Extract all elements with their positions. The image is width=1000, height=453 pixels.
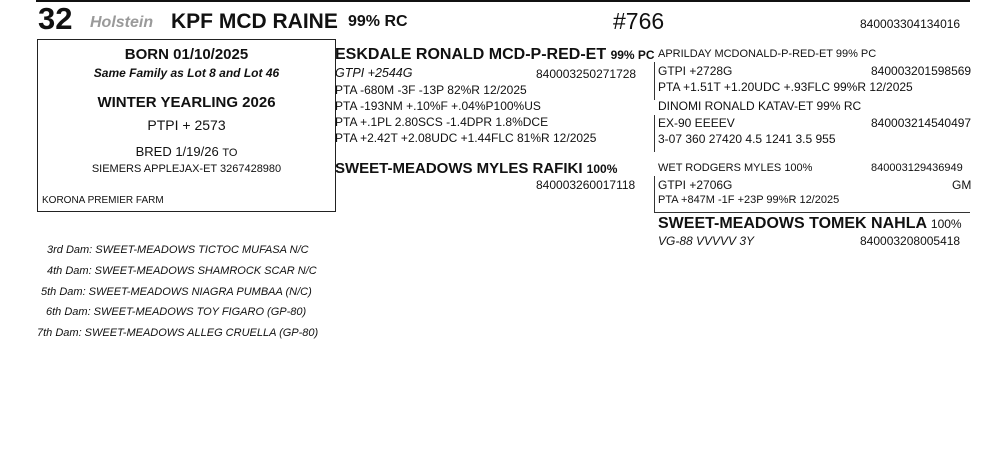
dam-pc: 100% xyxy=(586,162,618,176)
sire-dam-reg: 840003214540497 xyxy=(871,116,972,130)
tag-number: #766 xyxy=(613,8,665,34)
ptpi-value: PTPI + 2573 xyxy=(147,117,226,133)
dam-dam-name-text: SWEET-MEADOWS TOMEK NAHLA xyxy=(658,215,927,232)
sire-sire-name: APRILDAY MCDONALD-P-RED-ET 99% PC xyxy=(658,48,877,60)
info-box xyxy=(37,39,336,212)
sire-sire-gtpi: GTPI +2728G xyxy=(658,64,733,78)
sire-dam-name: DINOMI RONALD KATAV-ET 99% RC xyxy=(658,99,862,113)
ancestor-3rd-dam: 3rd Dam: SWEET-MEADOWS TICTOC MUFASA N/C xyxy=(47,244,309,256)
sire-pc: 99% PC xyxy=(610,48,655,62)
sire-pta-3: PTA +.1PL 2.80SCS -1.4DPR 1.8%DCE xyxy=(335,115,549,129)
dam-sire-reg: 840003129436949 xyxy=(871,162,963,174)
ancestor-6th-dam: 6th Dam: SWEET-MEADOWS TOY FIGARO (GP-80) xyxy=(46,306,307,318)
animal-name: KPF MCD RAINE xyxy=(171,10,338,33)
dam-dam-pc: 100% xyxy=(930,217,962,231)
ancestor-7th-dam: 7th Dam: SWEET-MEADOWS ALLEG CRUELLA (GP-80) xyxy=(37,327,319,339)
bred-line xyxy=(38,144,335,159)
rc-percent: 99% RC xyxy=(348,13,408,30)
sire-name-text: ESKDALE RONALD MCD-P-RED-ET xyxy=(335,46,607,63)
bred-to-label: TO xyxy=(222,147,238,159)
ancestor-5th-dam: 5th Dam: SWEET-MEADOWS NIAGRA PUMBAA (N/C) xyxy=(41,286,312,298)
dam-sire-gtpi: GTPI +2706G xyxy=(658,178,733,192)
sire-dam-bracket xyxy=(654,115,655,152)
dam-name xyxy=(335,160,617,177)
dam-dam-name xyxy=(658,215,962,233)
dam-sire-underline xyxy=(654,212,970,213)
sire-name xyxy=(335,46,655,64)
family-note: Same Family as Lot 8 and Lot 46 xyxy=(93,66,280,80)
ancestor-4th-dam: 4th Dam: SWEET-MEADOWS SHAMROCK SCAR N/C xyxy=(47,265,317,277)
sire-pta-2: PTA -193NM +.10%F +.04%P100%US xyxy=(335,99,541,113)
sire-dam-score: EX-90 EEEEV xyxy=(658,116,735,130)
dam-dam-reg: 840003208005418 xyxy=(860,234,961,248)
dam-reg: 840003260017118 xyxy=(536,178,636,192)
dam-name-text: SWEET-MEADOWS MYLES RAFIKI xyxy=(335,160,583,177)
dam-sire-bracket xyxy=(654,176,655,212)
dam-sire-gm: GM xyxy=(952,178,972,192)
sire-reg: 840003250271728 xyxy=(536,67,637,81)
sire-dam-record: 3-07 360 27420 4.5 1241 3.5 955 xyxy=(658,132,836,146)
class-label: WINTER YEARLING 2026 xyxy=(97,94,276,111)
dam-sire-pta: PTA +847M -1F +23P 99%R 12/2025 xyxy=(658,194,840,206)
top-rule xyxy=(36,0,970,2)
sire-pta-4: PTA +2.42T +2.08UDC +1.44FLC 81%R 12/2025 xyxy=(335,131,597,145)
lot-number: 32 xyxy=(38,1,73,36)
bred-date: BRED 1/19/26 xyxy=(135,144,223,159)
registration-number: 840003304134016 xyxy=(860,17,961,31)
sire-gtpi: GTPI +2544G xyxy=(335,66,413,80)
breed-label: Holstein xyxy=(90,14,154,31)
service-sire: SIEMERS APPLEJAX-ET 3267428980 xyxy=(91,163,282,175)
sire-pta-1: PTA -680M -3F -13P 82%R 12/2025 xyxy=(335,83,527,97)
dam-dam-score: VG-88 VVVVV 3Y xyxy=(658,234,755,248)
sire-sire-bracket xyxy=(654,62,655,100)
sire-sire-reg: 840003201598569 xyxy=(871,64,972,78)
birth-date: BORN 01/10/2025 xyxy=(124,46,249,63)
dam-sire-name: WET RODGERS MYLES 100% xyxy=(658,162,813,174)
farm-name: KORONA PREMIER FARM xyxy=(42,195,164,206)
sire-sire-pta: PTA +1.51T +1.20UDC +.93FLC 99%R 12/2025 xyxy=(658,80,913,94)
